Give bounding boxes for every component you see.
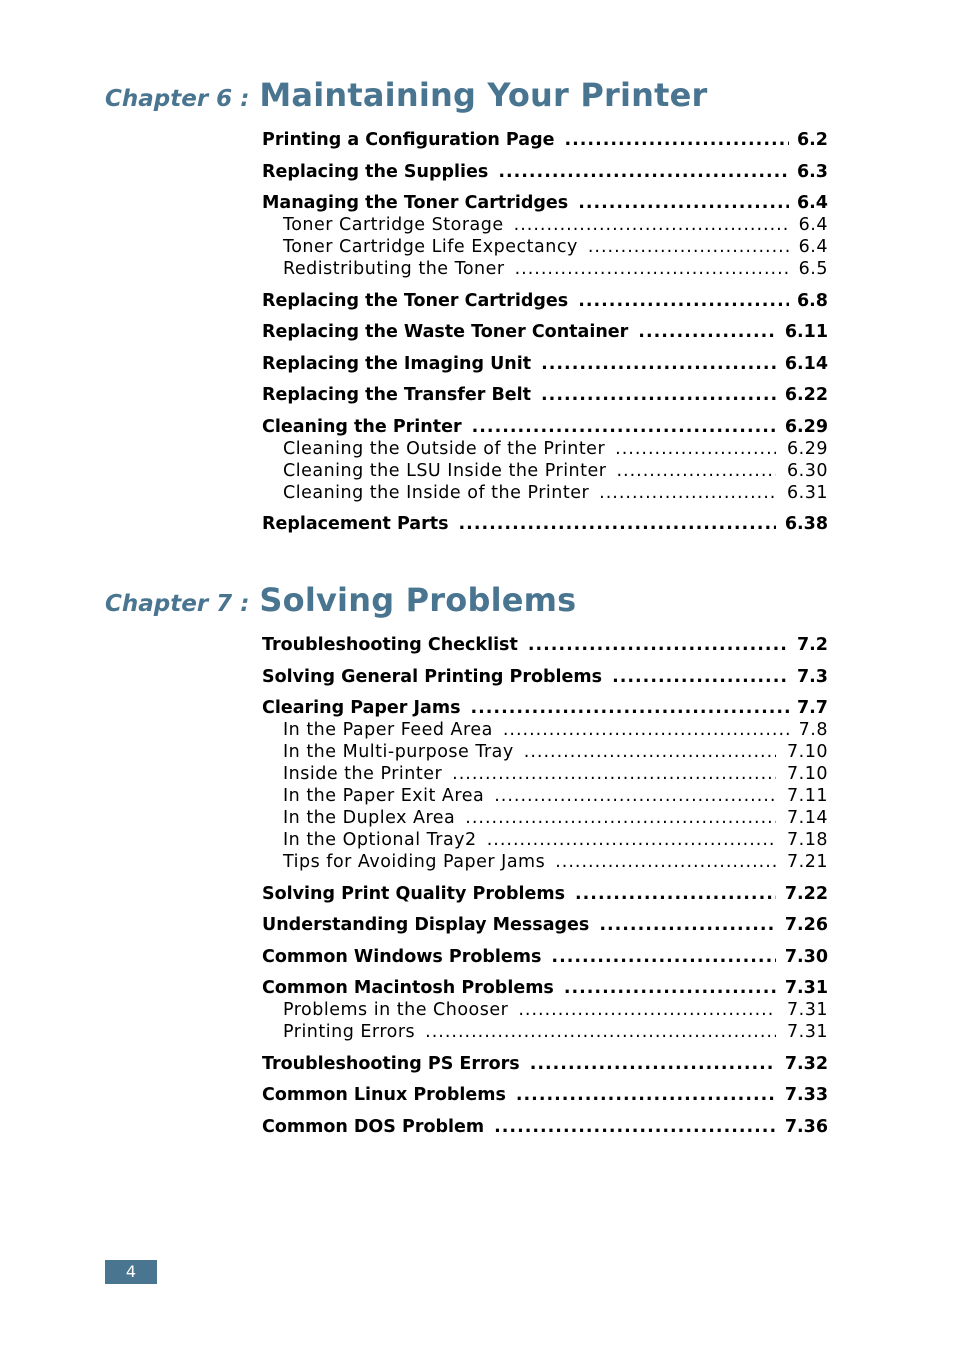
toc-entry-title: Replacing the Supplies	[262, 161, 489, 182]
toc-page-number: 7.7	[796, 698, 828, 718]
toc-subentry[interactable]	[262, 214, 828, 236]
toc-entry[interactable]	[262, 634, 828, 656]
toc-entry-title: Toner Cartridge Life Expectancy	[283, 237, 578, 257]
toc-subentry[interactable]	[262, 1021, 828, 1043]
toc-entry[interactable]	[262, 416, 828, 438]
toc-page-number: 7.30	[784, 946, 828, 967]
toc-page-number: 7.32	[784, 1053, 828, 1074]
dot-leader	[494, 1116, 776, 1138]
toc-entry[interactable]	[262, 353, 828, 375]
toc-entry-title: In the Duplex Area	[283, 808, 456, 828]
toc-entry-title: In the Paper Exit Area	[283, 786, 485, 806]
toc-page-number: 6.31	[787, 482, 828, 503]
dot-leader	[575, 883, 776, 905]
toc-page-number: 7.36	[784, 1116, 828, 1137]
toc-page-number: 7.31	[784, 978, 828, 998]
toc-entry-title: Printing a Configuration Page	[262, 130, 555, 150]
toc-page-number: 7.3	[796, 666, 828, 687]
toc-entry-list	[262, 634, 828, 1138]
toc-entry-title: Replacing the Imaging Unit	[262, 353, 532, 374]
toc-page-number: 6.11	[784, 322, 828, 342]
toc-page-number: 7.31	[787, 1000, 828, 1020]
toc-entry-title: In the Multi-purpose Tray	[283, 742, 514, 762]
dot-leader	[518, 999, 776, 1021]
toc-subentry[interactable]	[262, 763, 828, 785]
toc-entry[interactable]	[262, 513, 828, 535]
dot-leader	[541, 353, 776, 375]
toc-page-number: 6.4	[798, 215, 828, 235]
toc-entry-title: Replacement Parts	[262, 514, 449, 534]
toc-entry-title: Replacing the Transfer Belt	[262, 385, 532, 405]
toc-subentry[interactable]	[262, 236, 828, 258]
dot-leader	[514, 214, 789, 236]
dot-leader	[498, 161, 789, 183]
toc-entry-title: Understanding Display Messages	[262, 915, 590, 935]
chapter-heading	[105, 581, 865, 619]
chapter-6-section	[105, 76, 865, 534]
toc-entry-title: Toner Cartridge Storage	[283, 215, 504, 235]
toc-entry-title: Common Macintosh Problems	[262, 978, 554, 998]
dot-leader	[530, 1053, 776, 1075]
toc-page-number: 7.10	[787, 742, 828, 762]
dot-leader	[578, 290, 789, 312]
toc-page-number: 7.10	[787, 764, 828, 784]
toc-page-number: 6.4	[796, 193, 828, 213]
toc-entry-title: Cleaning the Outside of the Printer	[283, 438, 606, 459]
toc-entry-title: Redistributing the Toner	[283, 259, 505, 279]
toc-page-number: 6.22	[784, 385, 828, 405]
toc-entry[interactable]	[262, 321, 828, 343]
toc-page-number: 7.31	[787, 1022, 828, 1042]
toc-subentry[interactable]	[262, 719, 828, 741]
toc-subentry[interactable]	[262, 829, 828, 851]
dot-leader	[612, 666, 789, 688]
dot-leader	[503, 719, 789, 741]
toc-page-number: 6.29	[787, 438, 828, 459]
toc-subentry[interactable]	[262, 460, 828, 482]
toc-page-number: 7.14	[787, 808, 828, 828]
toc-entry-title: Common Windows Problems	[262, 946, 542, 967]
toc-entry-title: Replacing the Toner Cartridges	[262, 290, 569, 311]
toc-entry-title: In the Optional Tray2	[283, 830, 477, 850]
toc-page-number: 7.26	[784, 915, 828, 935]
toc-subentry[interactable]	[262, 999, 828, 1021]
dot-leader	[551, 946, 776, 968]
chapter-7-section	[105, 581, 865, 1137]
toc-page-number: 6.38	[784, 514, 828, 534]
toc-subentry[interactable]	[262, 258, 828, 280]
dot-leader	[472, 416, 776, 438]
toc-entry[interactable]	[262, 883, 828, 905]
dot-leader	[528, 634, 789, 656]
toc-subentry[interactable]	[262, 785, 828, 807]
toc-page-number: 7.18	[787, 830, 828, 850]
toc-entry[interactable]	[262, 192, 828, 214]
dot-leader	[564, 129, 789, 151]
toc-entry-title: Problems in the Chooser	[283, 1000, 509, 1020]
dot-leader	[494, 785, 776, 807]
toc-entry[interactable]	[262, 290, 828, 312]
dot-leader	[615, 438, 776, 460]
toc-entry-title: Solving General Printing Problems	[262, 666, 603, 687]
dot-leader	[588, 236, 789, 258]
dot-leader	[425, 1021, 776, 1043]
toc-subentry[interactable]	[262, 741, 828, 763]
toc-page-number: 6.30	[787, 460, 828, 481]
dot-leader	[470, 697, 789, 719]
page-number: 4	[105, 1260, 157, 1284]
toc-entry-title: Printing Errors	[283, 1022, 416, 1042]
toc-entry-title: Tips for Avoiding Paper Jams	[283, 852, 546, 872]
chapter-title: Solving Problems	[259, 581, 577, 619]
chapter-label: Chapter 7 :	[105, 591, 250, 617]
toc-entry[interactable]	[262, 129, 828, 151]
toc-page-number: 7.8	[798, 720, 828, 740]
dot-leader	[459, 513, 776, 535]
toc-entry-title: Cleaning the Inside of the Printer	[283, 482, 590, 503]
chapter-heading	[105, 76, 865, 114]
toc-entry-title: Clearing Paper Jams	[262, 698, 461, 718]
toc-entry[interactable]	[262, 1116, 828, 1138]
toc-subentry[interactable]	[262, 438, 828, 460]
toc-entry[interactable]	[262, 946, 828, 968]
toc-entry-title: Troubleshooting PS Errors	[262, 1053, 520, 1074]
toc-page-number: 6.3	[796, 161, 828, 182]
toc-entry-title: Managing the Toner Cartridges	[262, 193, 569, 213]
toc-entry-title: Cleaning the LSU Inside the Printer	[283, 460, 607, 481]
dot-leader	[578, 192, 789, 214]
dot-leader	[599, 482, 776, 504]
toc-entry[interactable]	[262, 384, 828, 406]
dot-leader	[638, 321, 776, 343]
toc-page-number: 6.29	[784, 416, 828, 437]
dot-leader	[452, 763, 776, 785]
toc-entry[interactable]	[262, 697, 828, 719]
toc-page-number: 7.33	[784, 1085, 828, 1105]
toc-subentry[interactable]	[262, 851, 828, 873]
dot-leader	[516, 1084, 776, 1106]
toc-page-number: 6.4	[798, 237, 828, 257]
toc-entry[interactable]	[262, 1053, 828, 1075]
toc-page-number: 6.2	[796, 130, 828, 150]
toc-entry-title: Troubleshooting Checklist	[262, 635, 518, 655]
toc-entry[interactable]	[262, 1084, 828, 1106]
toc-page-number: 6.5	[798, 259, 828, 279]
toc-page-number: 7.22	[784, 883, 828, 904]
dot-leader	[487, 829, 776, 851]
toc-page-number: 6.14	[784, 353, 828, 374]
toc-entry-list	[262, 129, 828, 535]
toc-entry[interactable]	[262, 914, 828, 936]
dot-leader	[599, 914, 776, 936]
toc-entry-title: In the Paper Feed Area	[283, 720, 493, 740]
toc-page-number: 7.11	[787, 786, 828, 806]
toc-entry-title: Common Linux Problems	[262, 1085, 506, 1105]
toc-page-number: 7.2	[796, 635, 828, 655]
toc-page-number: 6.8	[796, 290, 828, 311]
dot-leader	[541, 384, 776, 406]
toc-entry-title: Inside the Printer	[283, 764, 443, 784]
toc-entry-title: Common DOS Problem	[262, 1116, 485, 1137]
dot-leader	[465, 807, 776, 829]
toc-entry-title: Solving Print Quality Problems	[262, 883, 566, 904]
toc-entry-title: Replacing the Waste Toner Container	[262, 322, 629, 342]
dot-leader	[616, 460, 776, 482]
toc-page-number: 7.21	[787, 852, 828, 872]
dot-leader	[515, 258, 789, 280]
dot-leader	[564, 977, 776, 999]
chapter-label: Chapter 6 :	[105, 86, 250, 112]
toc-subentry[interactable]	[262, 807, 828, 829]
chapter-title: Maintaining Your Printer	[259, 76, 708, 114]
toc-subentry[interactable]	[262, 482, 828, 504]
toc-entry[interactable]	[262, 666, 828, 688]
dot-leader	[555, 851, 776, 873]
dot-leader	[524, 741, 776, 763]
toc-entry-title: Cleaning the Printer	[262, 416, 462, 437]
toc-entry[interactable]	[262, 161, 828, 183]
toc-entry[interactable]	[262, 977, 828, 999]
